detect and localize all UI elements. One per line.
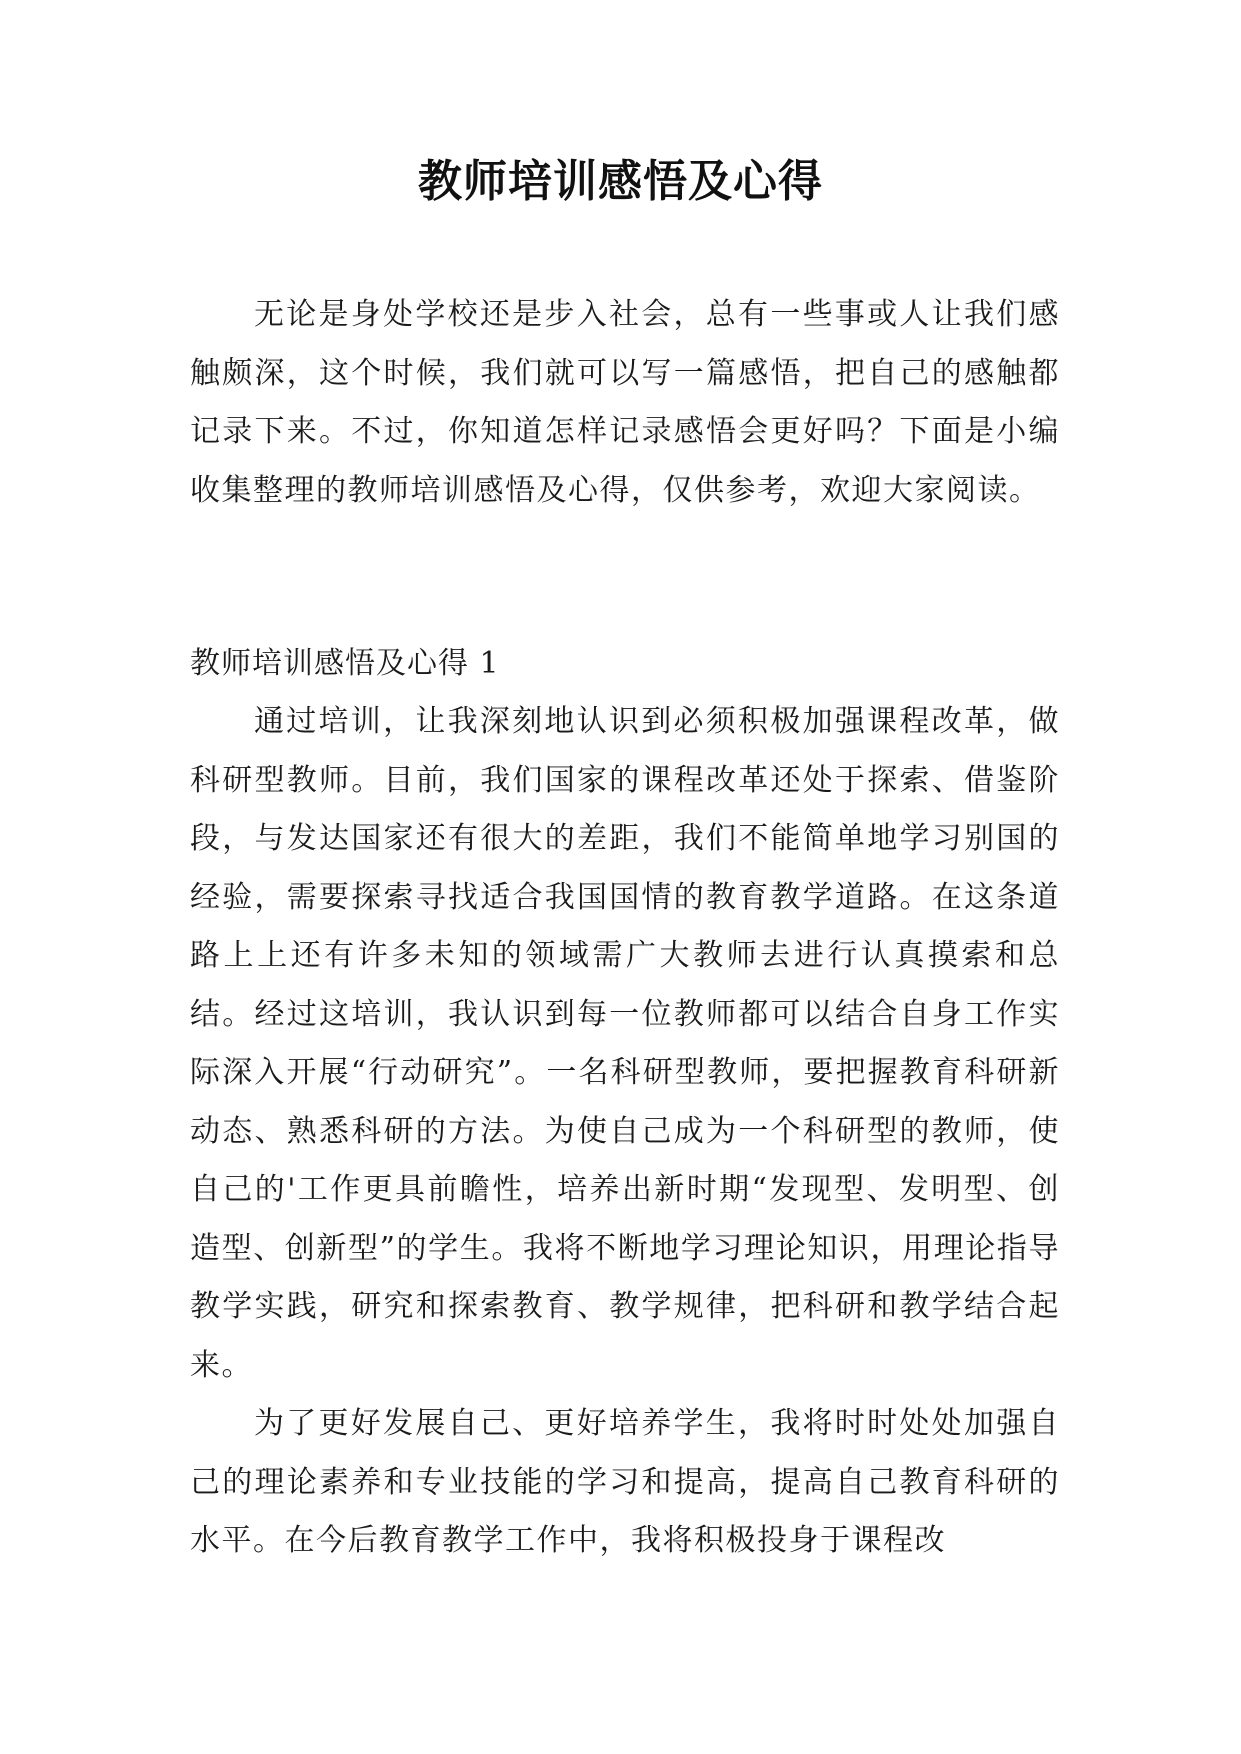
- intro-paragraph: 无论是身处学校还是步入社会，总有一些事或人让我们感触颇深，这个时候，我们就可以写一篇感悟，把自己的感触都记录下来。不过，你知道怎样记录感悟会更好吗？下面是小编收集整理的教师培训感悟及心得，仅供参考，欢迎大家阅读。: [190, 297, 1060, 508]
- section-body: [190, 693, 1060, 1571]
- body-paragraph-2: 为了更好发展自己、更好培养学生，我将时时处处加强自己的理论素养和专业技能的学习和提高，提高自己教育科研的水平。在今后教育教学工作中，我将积极投身于课程改: [190, 1406, 1060, 1558]
- section-heading: 教师培训感悟及心得 1: [190, 646, 500, 681]
- body-paragraph-1: 通过培训，让我深刻地认识到必须积极加强课程改革，做科研型教师。目前，我们国家的课程改革还处于探索、借鉴阶段，与发达国家还有很大的差距，我们不能简单地学习别国的经验，需要探索寻找适合我国国情的教育教学道路。在这条道路上上还有许多未知的领域需广大教师去进行认真摸索和总结。经过这培训，我认识到每一位教师都可以结合自身工作实际深入开展“行动研究”。一名科研型教师，要把握教育科研新动态、熟悉科研的方法。为使自己成为一个科研型的教师，使自己的'工作更具前瞻性，培养出新时期“发现型、发明型、创造型、创新型”的学生。我将不断地学习理论知识，用理论指导教学实践，研究和探索教育、教学规律，把科研和教学结合起来。: [190, 704, 1060, 1383]
- intro-block: [190, 286, 1060, 520]
- document-title: 教师培训感悟及心得: [418, 156, 823, 207]
